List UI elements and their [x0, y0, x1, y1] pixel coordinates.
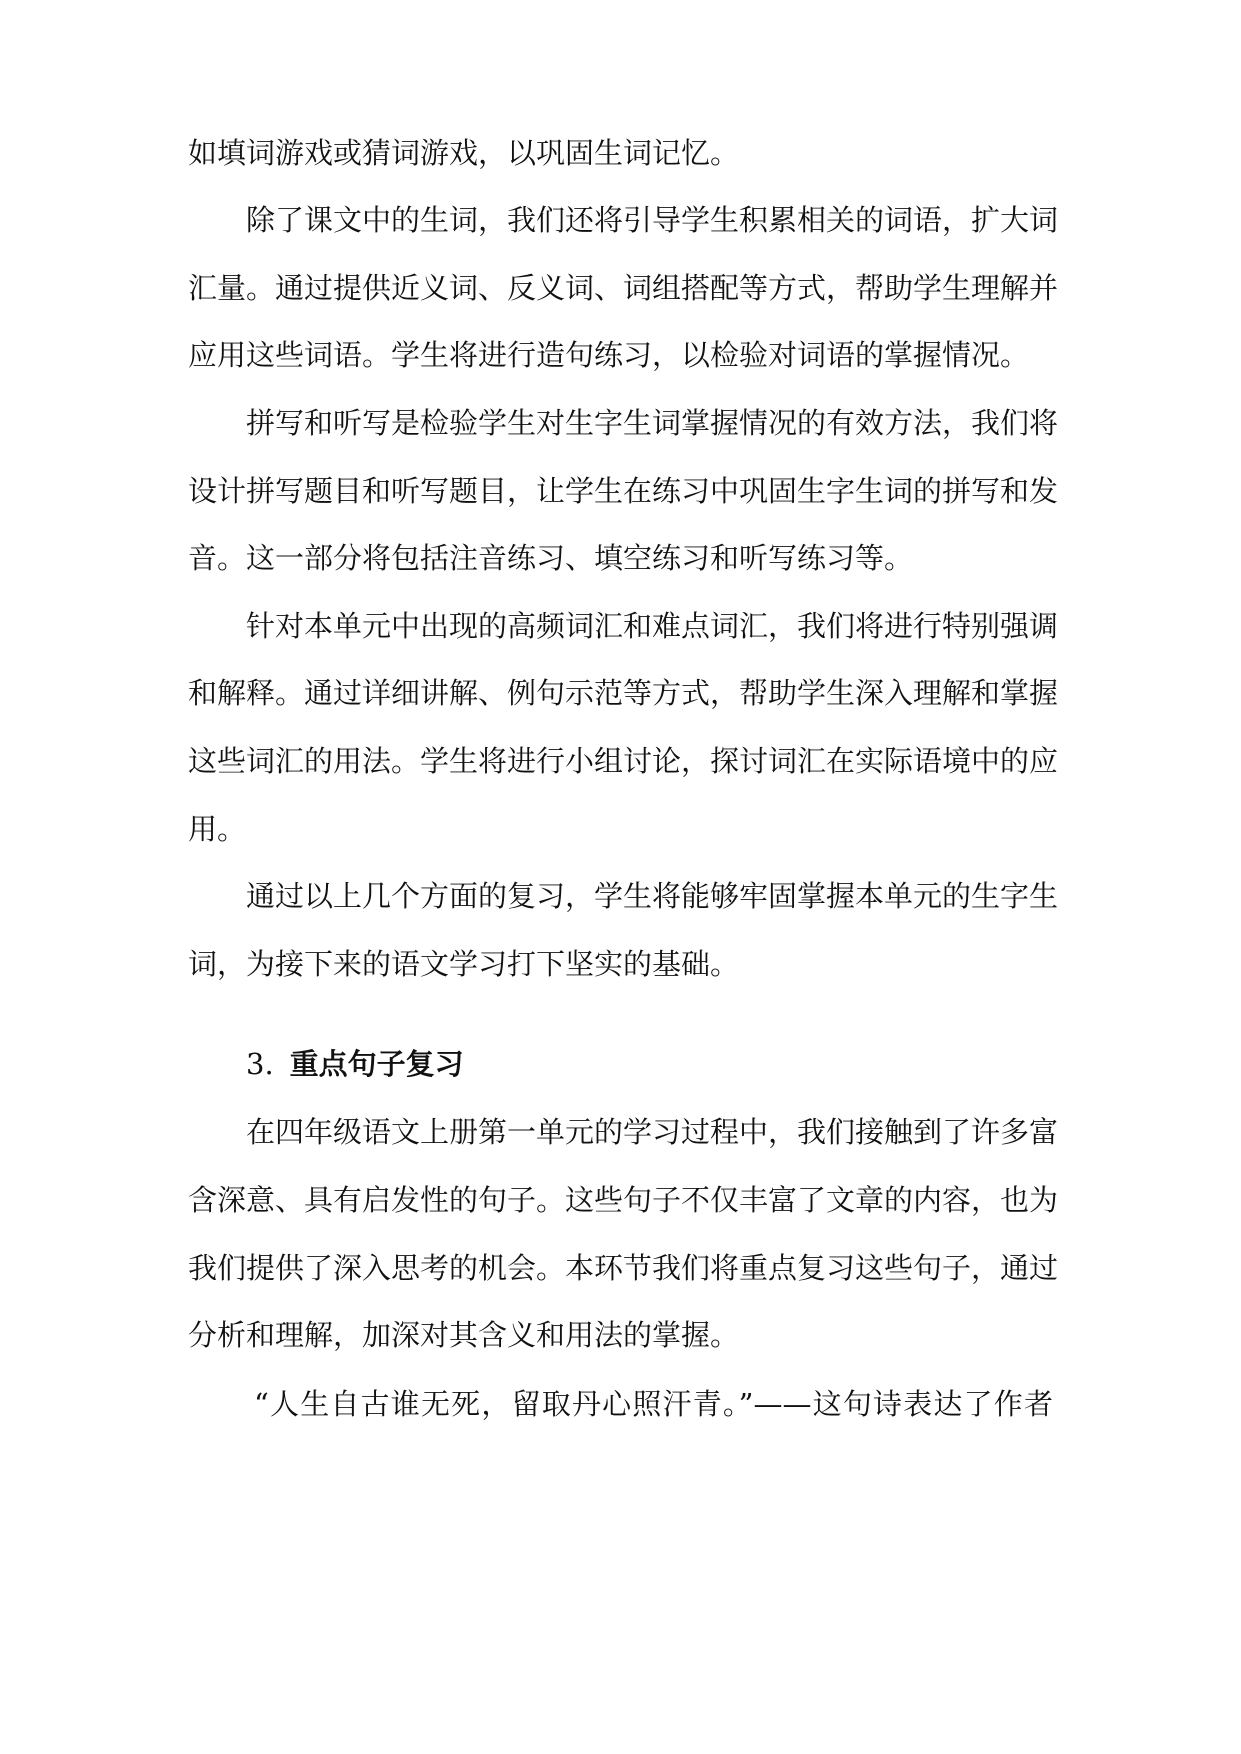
- paragraph-line: 应用这些词语。学生将进行造句练习，以检验对词语的掌握情况。: [188, 338, 1030, 372]
- paragraph-line: 和解释。通过详细讲解、例句示范等方式，帮助学生深入理解和掌握: [188, 676, 1059, 710]
- section-heading: [246, 1044, 464, 1084]
- paragraph-line: 针对本单元中出现的高频词汇和难点词汇，我们将进行特别强调: [246, 609, 1059, 643]
- paragraph-line: 词，为接下来的语文学习打下坚实的基础。: [188, 947, 740, 981]
- paragraph-line: 音。这一部分将包括注音练习、填空练习和听写练习等。: [188, 541, 914, 575]
- paragraph-line: 设计拼写题目和听写题目，让学生在练习中巩固生字生词的拼写和发: [188, 474, 1059, 508]
- paragraph-line: 除了课文中的生词，我们还将引导学生积累相关的词语，扩大词: [246, 203, 1059, 237]
- paragraph-line: 我们提供了深入思考的机会。本环节我们将重点复习这些句子，通过: [188, 1251, 1059, 1285]
- paragraph-line: 分析和理解，加深对其含义和用法的掌握。: [188, 1318, 740, 1352]
- paragraph-line: “人生自古谁无死，留取丹心照汗青。”——这句诗表达了作者: [254, 1387, 1053, 1421]
- section-title: 重点句子复习: [289, 1047, 464, 1081]
- section-number: 3.: [246, 1047, 274, 1081]
- paragraph-line: 汇量。通过提供近义词、反义词、词组搭配等方式，帮助学生理解并: [188, 271, 1059, 305]
- paragraph-line: 在四年级语文上册第一单元的学习过程中，我们接触到了许多富: [246, 1115, 1059, 1149]
- paragraph-line: 拼写和听写是检验学生对生字生词掌握情况的有效方法，我们将: [246, 406, 1059, 440]
- paragraph-line: 这些词汇的用法。学生将进行小组讨论，探讨词汇在实际语境中的应: [188, 744, 1059, 778]
- paragraph-line: 含深意、具有启发性的句子。这些句子不仅丰富了文章的内容，也为: [188, 1183, 1059, 1217]
- paragraph-line: 通过以上几个方面的复习，学生将能够牢固掌握本单元的生字生: [246, 879, 1059, 913]
- paragraph-line: 用。: [188, 812, 247, 846]
- paragraph-line: 如填词游戏或猜词游戏，以巩固生词记忆。: [188, 136, 740, 170]
